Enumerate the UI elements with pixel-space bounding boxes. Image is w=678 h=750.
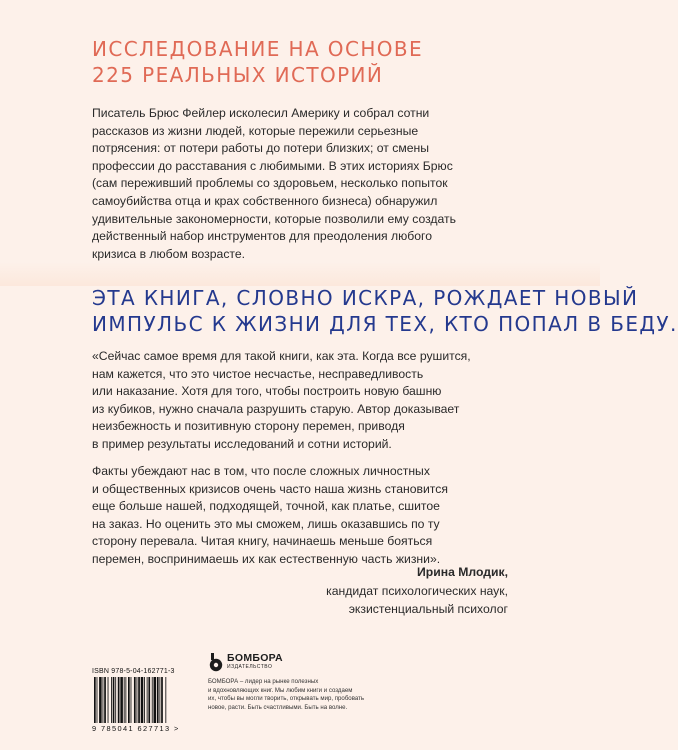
intro-line: самоубийства отца и крах собственного бизнеса) обнаружил: [92, 193, 438, 208]
publisher-description: [208, 678, 408, 712]
cover-title: [92, 36, 532, 88]
author-title-line: кандидат психологических наук,: [326, 583, 508, 598]
quote-line: из кубиков, нужно сначала разрушить старую. Автор доказывает: [92, 401, 460, 416]
quote-line: сторону перевала. Читая книгу, начинаешь меньше бояться: [92, 534, 433, 549]
quote-line: или наказание. Хотя для того, чтобы построить новую башню: [92, 384, 442, 399]
quote-line: перемен, воспринимаешь их как естественную часть жизни».: [92, 551, 441, 566]
author-title-line: экзистенциальный психолог: [348, 602, 508, 616]
publisher-block: [208, 652, 408, 712]
quote-paragraph-1: [92, 348, 471, 454]
tagline-line: ЭТА КНИГА, СЛОВНО ИСКРА, РОЖДАЕТ НОВЫЙ: [92, 286, 639, 310]
bombora-logo-icon: [208, 652, 224, 672]
quote-line: и общественных кризисов очень часто наша жизнь становится: [92, 481, 448, 496]
barcode-bars: [92, 677, 192, 723]
publisher-desc-line: их, чтобы вы могли творить, открывать мир, пробовать: [208, 695, 365, 702]
publisher-desc-line: и вдохновляющих книг. Мы любим книги и создаем: [208, 686, 353, 694]
publisher-desc-line: новое, расти. Быть счастливыми. Быть на волне.: [208, 703, 348, 711]
tagline: [92, 285, 678, 337]
title-line: ИССЛЕДОВАНИЕ НА ОСНОВЕ: [92, 37, 424, 61]
section-divider: [0, 262, 600, 286]
publisher-desc-line: БОМБОРА – лидер на рынке полезных: [208, 678, 319, 685]
title-line: 225 РЕАЛЬНЫХ ИСТОРИЙ: [92, 63, 384, 87]
quote-line: нам кажется, что это чистое несчастье, несправедливость: [92, 366, 424, 381]
quote-line: неизбежность и позитивную сторону перемен, приводя: [92, 419, 405, 434]
intro-line: рассказов из жизни людей, которые пережили серьезные: [92, 123, 419, 138]
intro-line: кризиса в любом возрасте.: [92, 246, 246, 261]
quote-author: [326, 563, 508, 619]
intro-line: удивительные закономерности, которые позволили ему создать: [92, 211, 456, 226]
intro-line: (сам переживший проблемы со здоровьем, несколько попыток: [92, 176, 448, 191]
quote-line: в пример результаты исследований и сотни историй.: [92, 436, 392, 451]
publisher-name: БОМБОРА: [227, 652, 283, 664]
intro-line: потрясения: от потери работы до потери близких; от смены: [92, 141, 430, 156]
quote-line: Факты убеждают нас в том, что после сложных личностных: [92, 464, 430, 478]
quote-line: на заказ. Но оценить это мы сможем, лишь оказавшись по ту: [92, 516, 440, 531]
isbn-number: ISBN 978-5-04-162771-3: [92, 668, 175, 675]
author-name: Ирина Млодик,: [417, 565, 508, 579]
publisher-subtitle: ИЗДАТЕЛЬСТВО: [227, 664, 273, 670]
intro-paragraph: [92, 105, 456, 263]
intro-line: профессии до расставания с любимыми. В этих историях Брюс: [92, 158, 453, 173]
intro-line: Писатель Брюс Фейлер исколесил Америку и собрал сотни: [92, 106, 430, 120]
barcode-digits: 9 785041 627713 >: [92, 724, 180, 733]
intro-line: действенный набор инструментов для преодоления любого: [92, 229, 432, 244]
tagline-line: ИМПУЛЬС К ЖИЗНИ ДЛЯ ТЕХ, КТО ПОПАЛ В БЕДУ.: [92, 312, 678, 336]
quote-paragraph-2: [92, 463, 448, 569]
quote-line: еще больше нашей, подходящей, точной, как платье, сшитое: [92, 499, 440, 514]
quote-line: «Сейчас самое время для такой книги, как эта. Когда все рушится,: [92, 349, 471, 363]
publisher-logo: [208, 652, 408, 672]
barcode: [92, 668, 192, 733]
